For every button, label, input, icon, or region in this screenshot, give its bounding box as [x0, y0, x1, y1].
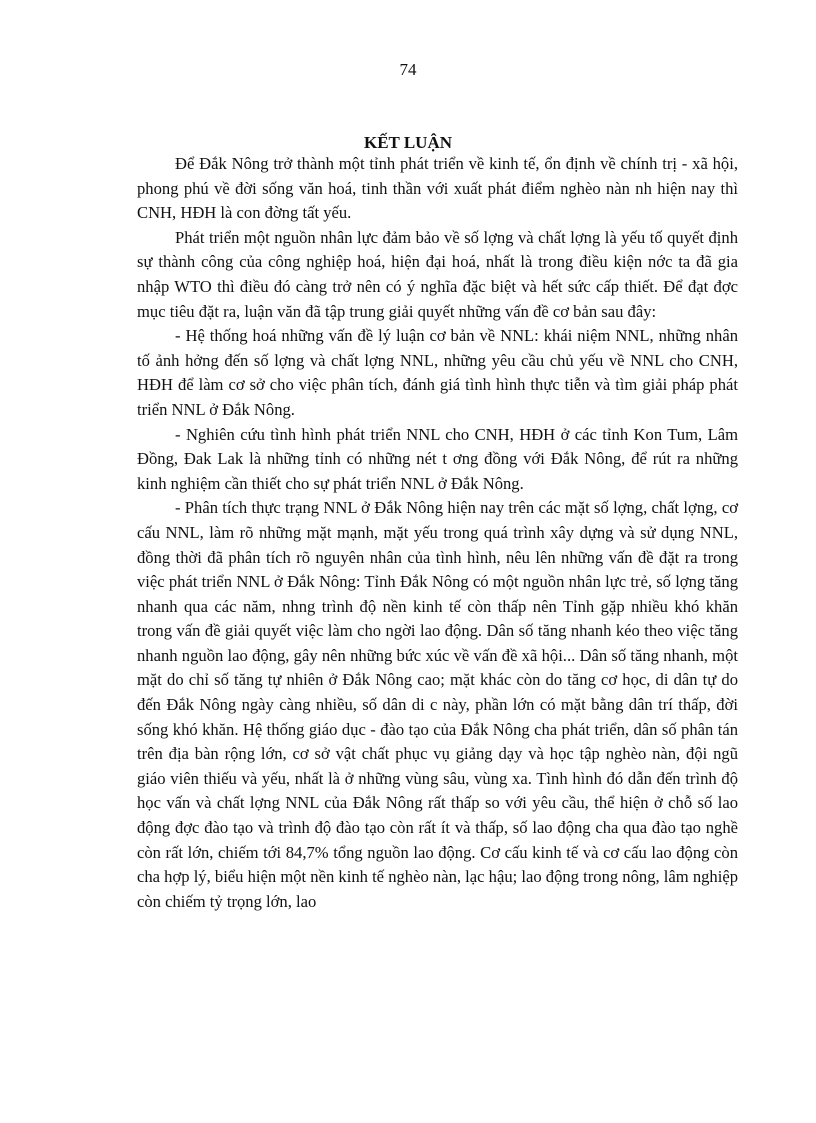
paragraph-goals: Phát triển một nguồn nhân lực đảm bảo về số lợng và chất lợng là yếu tố quyết định sự thành công của công nghiệp hoá, hiện đại hoá, nhất là trong điều kiện nớc ta đã gia nhập WTO thì điều đó càng trở nên có ý nghĩa đặc biệt và hết sức cấp thiết. Để đạt đợc mục tiêu đặt ra, luận văn đã tập trung giải quyết những vấn đề cơ bản sau đây: — [137, 227, 738, 321]
paragraph-analysis: - Phân tích thực trạng NNL ở Đắk Nông hiện nay trên các mặt số lợng, chất lợng, cơ cấu NNL, làm rõ những mặt mạnh, mặt yếu trong quá trình xây dựng và sử dụng NNL, đồng thời đã phân tích rõ nguyên nhân của tình hình, nêu lên những vấn đề đặt ra trong việc phát triển NNL ở Đắk Nông: Tỉnh Đắk Nông có một nguồn nhân lực trẻ, số lợng tăng nhanh qua các năm, nhng trình độ nền kinh tế còn thấp nên Tỉnh gặp nhiều khó khăn trong vấn đề giải quyết việc làm cho ngời lao động. Dân số tăng nhanh kéo theo việc tăng nhanh nguồn lao động, gây nên những bức xúc về vấn đề xã hội... Dân số tăng nhanh, một mặt do chỉ số tăng tự nhiên ở Đắk Nông cao; mặt khác còn do tăng cơ học, di dân tự do đến Đắk Nông ngày càng nhiều, số dân di c này, phần lớn có mặt bằng dân trí thấp, đời sống khó khăn. Hệ thống giáo dục - đào tạo của Đắk Nông cha phát triển, dân số phân tán trên địa bàn rộng lớn, cơ sở vật chất phục vụ giảng dạy và học tập nghèo nàn, đội ngũ giáo viên thiếu và yếu, nhất là ở những vùng sâu, vùng xa. Tình hình đó dẫn đến trình độ học vấn và chất lợng NNL của Đắk Nông rất thấp so với yêu cầu, thể hiện ở chỗ số lao động đợc đào tạo và trình độ đào tạo còn rất ít và thấp, số lao động cha qua đào tạo nghề còn rất lớn, chiếm tới 84,7% tổng nguồn lao động. Cơ cấu kinh tế và cơ cấu lao động còn cha hợp lý, biểu hiện một nền kinh tế nghèo nàn, lạc hậu; lao động trong nông, lâm nghiệp còn chiếm tỷ trọng lớn, lao — [137, 498, 738, 911]
paragraph-intro: Để Đắk Nông trở thành một tỉnh phát triển về kinh tế, ổn định về chính trị - xã hội, phong phú về đời sống văn hoá, tinh thần với xuất phát điểm nghèo nàn nh hiện nay thì CNH, HĐH là con đờng tất yếu. — [137, 154, 738, 223]
paragraph-provinces: - Nghiên cứu tình hình phát triển NNL cho CNH, HĐH ở các tỉnh Kon Tum, Lâm Đồng, Đak Lak là những tỉnh có những nét t ơng đồng với Đắk Nông, để rút ra những kinh nghiệm cần thiết cho sự phát triển NNL ở Đắk Nông. — [137, 424, 738, 493]
document-body — [137, 152, 738, 914]
page-number: 74 — [399, 60, 417, 79]
paragraph-theory: - Hệ thống hoá những vấn đề lý luận cơ bản về NNL: khái niệm NNL, những nhân tố ảnh hởng đến số lợng và chất lợng NNL, những yêu cầu chủ yếu về NNL cho CNH, HĐH để làm cơ sở cho việc phân tích, đánh giá tình hình thực tiễn và tìm giải pháp phát triển NNL ở Đắk Nông. — [137, 326, 738, 419]
page-title: KẾT LUẬN — [363, 133, 452, 152]
